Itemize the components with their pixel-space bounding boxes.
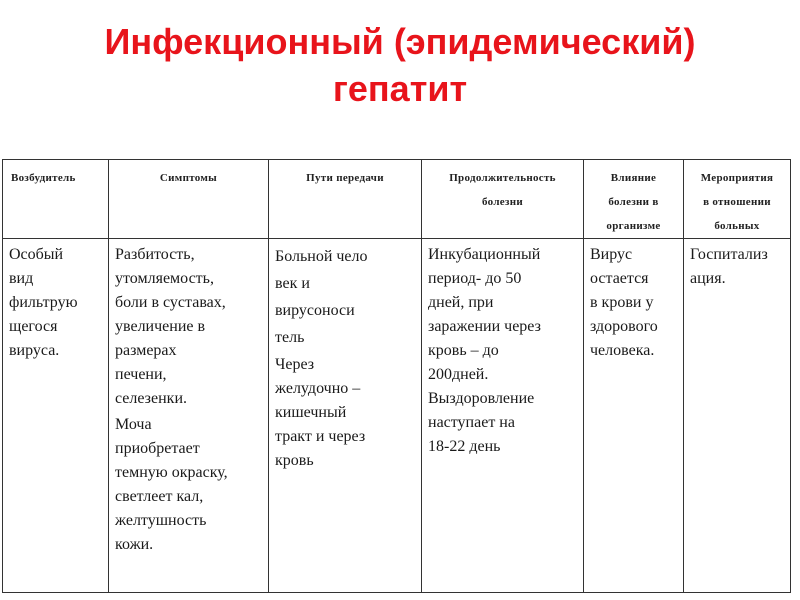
symptoms-text-2: Моча приобретает темную окраску, светлеет кал, желтушность кожи.: [115, 416, 228, 553]
cell-transmission: [269, 239, 422, 593]
header-pathogen: Возбудитель: [3, 160, 109, 239]
symptoms-text-1: Разбитость, утомляемость, боли в суставах, увеличение в размерах печени, селезенки.: [115, 246, 226, 407]
page-title-line-2: гепатит: [332, 68, 468, 109]
header-symptoms: Симптомы: [109, 160, 269, 239]
hepatitis-table: [2, 159, 791, 593]
cell-symptoms: [109, 239, 269, 593]
duration-text: Инкубационный период- до 50 дней, при заражении через кровь – до 200дней. Выздоровление наступает на 18-22 день: [428, 246, 541, 455]
cell-effect: [584, 239, 684, 593]
header-transmission: Пути передачи: [269, 160, 422, 239]
table-row: [3, 239, 791, 593]
header-effect: Влияние болезни в организме: [584, 160, 684, 239]
page-title: [0, 18, 800, 112]
pathogen-text: Особый вид фильтрую щегося вируса.: [9, 246, 78, 359]
header-duration: Продолжительность болезни: [422, 160, 584, 239]
measures-text: Госпитализ ация.: [690, 246, 768, 287]
transmission-text-1: Больной чело век и вирусоноси тель: [275, 248, 368, 346]
cell-measures: [684, 239, 791, 593]
table-header-row: [3, 160, 791, 239]
cell-pathogen: [3, 239, 109, 593]
page-title-line-1: Инфекционный (эпидемический): [104, 21, 696, 62]
effect-text: Вирус остается в крови у здорового человека.: [590, 246, 658, 359]
header-measures: Мероприятия в отношении больных: [684, 160, 791, 239]
transmission-text-2: Через желудочно – кишечный тракт и через кровь: [275, 356, 366, 469]
cell-duration: [422, 239, 584, 593]
